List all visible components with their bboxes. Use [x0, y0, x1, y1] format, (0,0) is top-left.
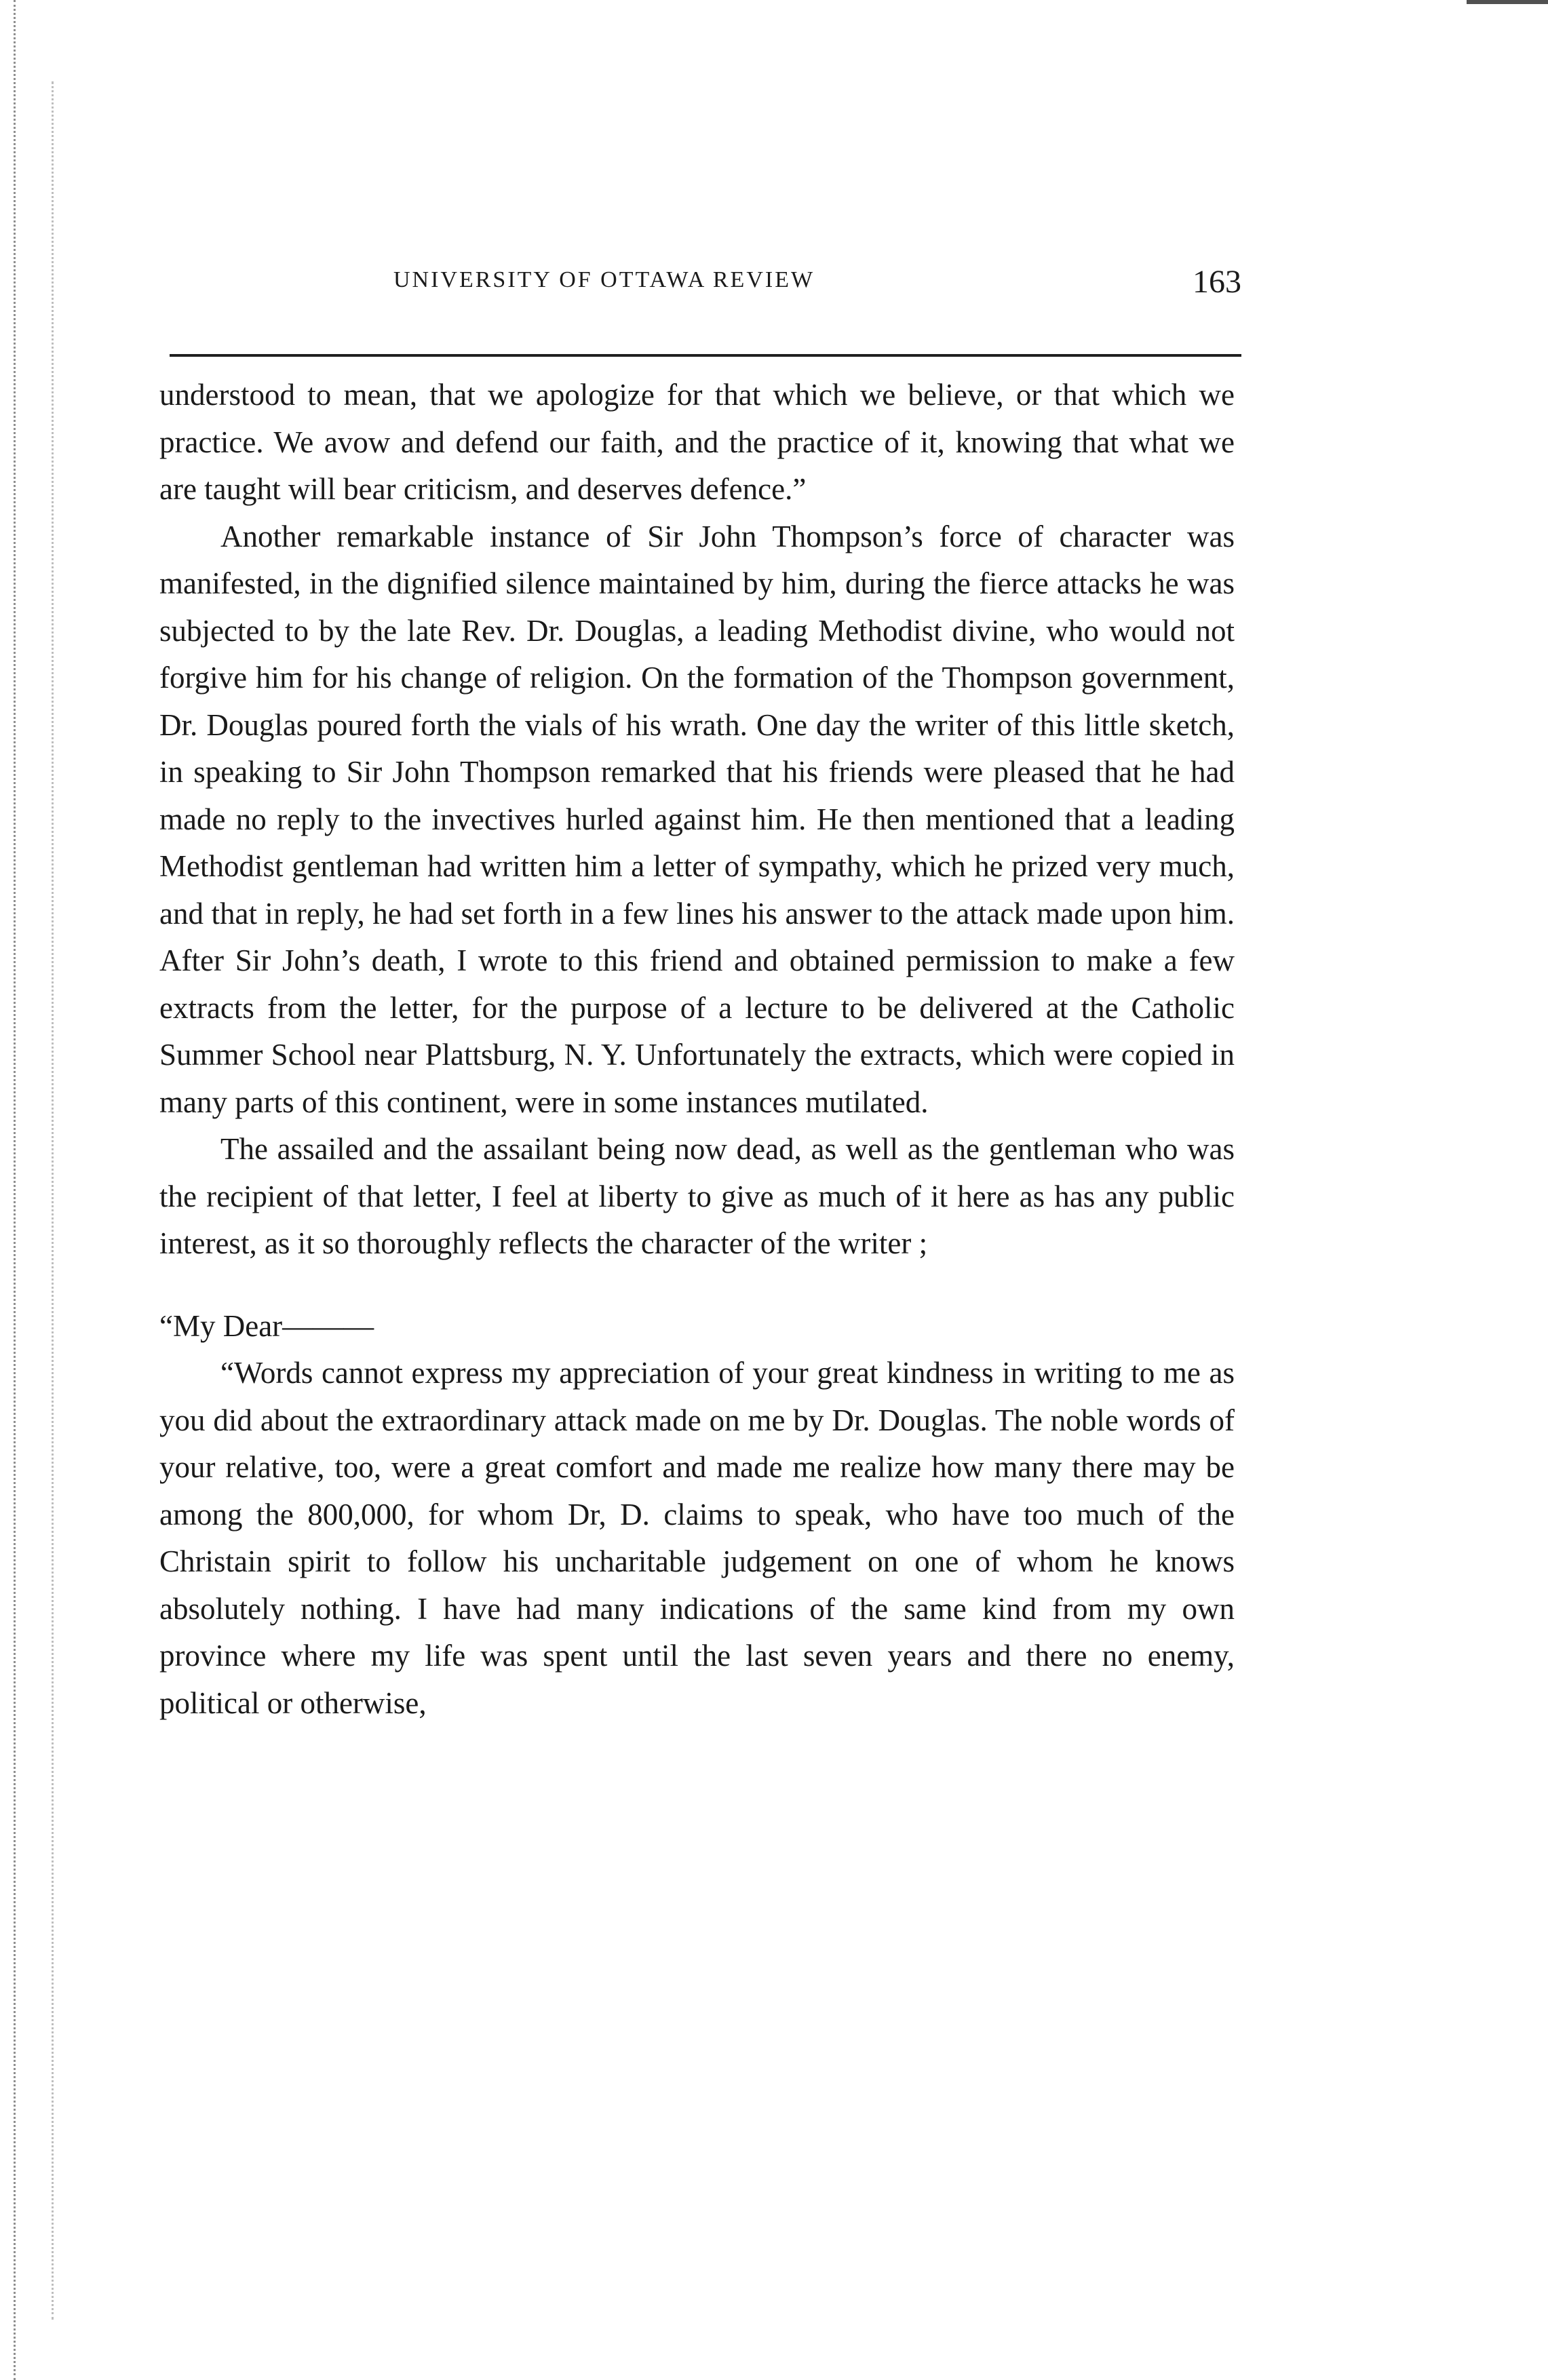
scan-edge-artifact [52, 81, 56, 2320]
paragraph-letter-intro: The assailed and the assailant being now dead, as well as the gentleman who was the recipient of that letter, I feel at liberty to give as much of it here as has any public interest, as it so thoroughly reflects the character of the writer ; [159, 1132, 1235, 1260]
scan-corner-artifact [1467, 0, 1548, 4]
running-title: UNIVERSITY OF OTTAWA REVIEW [393, 267, 815, 292]
letter-salutation: “My Dear——— [159, 1308, 374, 1343]
paragraph-dignified-silence: Another remarkable instance of Sir John Thompson’s force of character was manifested, in the dignified silence maintained by him, during the fierce attacks he was subjected to by the late Rev. Dr. Douglas, a leading Methodist divine, who would not forgive him for his change of religion. On the formation of the Thompson government, Dr. Douglas poured forth the vials of his wrath. One day the writer of this little sketch, in speaking to Sir John Thompson remarked that his friends were pleased that he had made no reply to the invectives hurled against him. He then mentioned that a leading Methodist gentleman had written him a letter of sympathy, which he prized very much, and that in reply, he had set forth in a few lines his answer to the attack made upon him. After Sir John’s death, I wrote to this friend and obtained permission to make a few extracts from the letter, for the purpose of a lecture to be delivered at the Catholic Summer School near Plattsburg, N. Y. Unfortunately the extracts, which were copied in many parts of this continent, were in some instances mutilated. [159, 519, 1235, 1119]
running-head [170, 263, 1241, 304]
header-rule [170, 354, 1241, 357]
page-number: 163 [1193, 264, 1241, 300]
body-text [159, 372, 1235, 1727]
letter-body: “Words cannot express my appreciation of your great kindness in writing to me as you did about the extraordinary attack made on me by Dr. Douglas. The noble words of your relative, too, were a great comfort and made me realize how many there may be among the 800,000, for whom Dr, D. claims to speak, who have too much of the Christain spirit to follow his uncharitable judgement on one of whom he knows absolutely nothing. I have had many indications of the same kind from my own province where my life was spent until the last seven years and there no enemy, political or otherwise, [159, 1356, 1235, 1720]
scan-edge-artifact [4, 0, 16, 2380]
paragraph-continuation: understood to mean, that we apologize for that which we believe, or that which we practice. We avow and defend our faith, and the practice of it, knowing that what we are taught will bear criticism, and deserves defence.” [159, 378, 1235, 506]
